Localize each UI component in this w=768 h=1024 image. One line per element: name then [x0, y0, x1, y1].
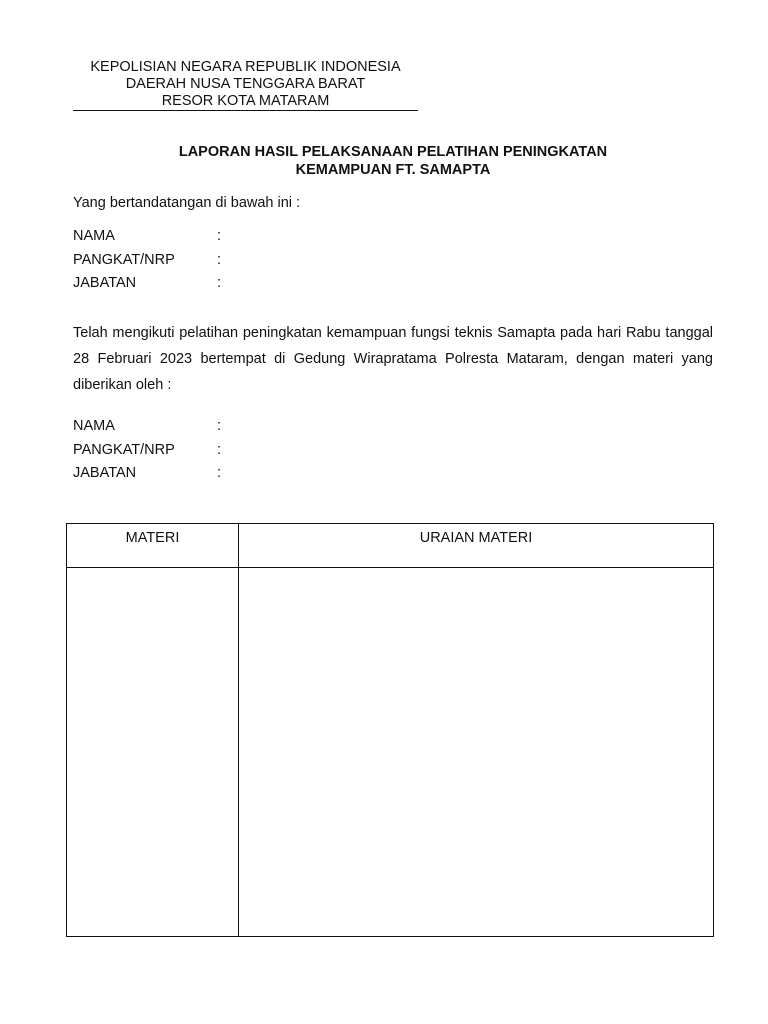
document-title-line2: KEMAMPUAN FT. SAMAPTA: [295, 162, 491, 178]
intro-text: Yang bertandatangan di bawah ini :: [73, 195, 301, 211]
column-header-materi: MATERI: [67, 524, 239, 568]
document-title: [73, 143, 713, 179]
materi-table: [66, 523, 714, 937]
table-header-row: [67, 524, 714, 568]
materi-cell[interactable]: [67, 568, 239, 937]
uraian-materi-cell[interactable]: [239, 568, 714, 937]
body-paragraph-text: Telah mengikuti pelatihan peningkatan kemampuan fungsi teknis Samapta pada hari Rabu tanggal 28 Februari 2023 bertempat di Gedung Wirapratama Polresta Mataram, dengan materi yang diberikan oleh :: [73, 325, 713, 393]
table-row: [67, 568, 714, 937]
field-label-pangkat-nrp: PANGKAT/NRP: [73, 251, 175, 268]
letterhead-institution: KEPOLISIAN NEGARA REPUBLIK INDONESIA: [90, 59, 401, 75]
field-separator: :: [217, 228, 222, 244]
letterhead: [73, 59, 418, 111]
field-separator: :: [217, 418, 222, 434]
field-separator: :: [217, 275, 222, 291]
body-paragraph: [73, 320, 713, 398]
column-header-uraian-materi: URAIAN MATERI: [239, 524, 714, 568]
field-separator: :: [217, 465, 222, 481]
field-label-jabatan: JABATAN: [73, 275, 137, 291]
document-title-line1: LAPORAN HASIL PELAKSANAAN PELATIHAN PENINGKATAN: [178, 144, 608, 160]
letterhead-region: DAERAH NUSA TENGGARA BARAT: [125, 76, 366, 92]
field-label-nama: NAMA: [73, 418, 115, 434]
letterhead-unit: RESOR KOTA MATARAM: [73, 93, 418, 111]
field-label-pangkat-nrp: PANGKAT/NRP: [73, 441, 175, 458]
field-label-jabatan: JABATAN: [73, 465, 137, 481]
field-separator: :: [217, 441, 222, 458]
field-separator: :: [217, 251, 222, 268]
field-label-nama: NAMA: [73, 228, 115, 244]
